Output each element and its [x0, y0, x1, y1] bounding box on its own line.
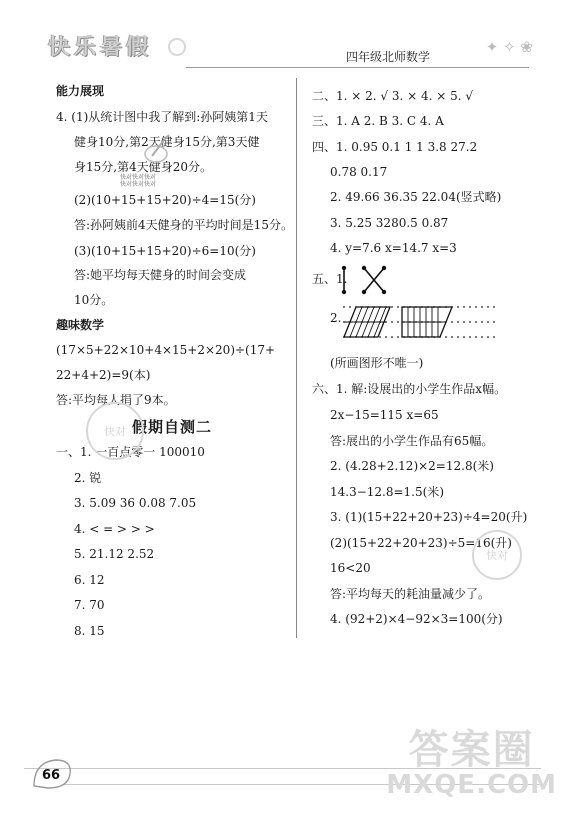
answer-line: 10分。 — [74, 293, 114, 307]
grid-dot — [493, 321, 495, 323]
answer-line: 7. 70 — [74, 598, 105, 612]
answer-line: 14.3−12.8=1.5(米) — [330, 485, 444, 499]
watermark-top-text: 答案圈 — [408, 727, 535, 773]
header-logo: 快乐暑假 — [48, 35, 153, 60]
sun-icon — [168, 38, 186, 56]
grid-dot — [487, 336, 489, 338]
answer-line: 2. — [330, 311, 342, 325]
answer-line: 4. (92+2)×4−92×3=100(分) — [330, 612, 503, 626]
grid-dot — [463, 336, 465, 338]
header-subject: 四年级北师数学 — [346, 50, 431, 64]
grid-dot — [457, 306, 459, 308]
answer-line: 3. (1)(15+22+20+23)÷4=20(升) — [330, 510, 528, 524]
grid-dot — [469, 321, 471, 323]
answer-line: 2x−15=115 x=65 — [330, 408, 439, 422]
answer-line: 3. 5.25 3280.5 0.87 — [330, 216, 449, 230]
answer-line: 三、1. A 2. B 3. C 4. A — [312, 114, 444, 128]
section-title: 假期自测二 — [132, 418, 213, 436]
dot-grid-figure — [342, 301, 502, 343]
watermark — [386, 727, 557, 800]
grid-dot — [487, 306, 489, 308]
column-divider — [296, 78, 297, 638]
answer-line: 一、1. 一百点零一 100010 — [56, 445, 205, 459]
grid-dot — [397, 306, 399, 308]
pen-sticker-icon — [136, 132, 176, 172]
grid-dot — [445, 336, 447, 338]
answer-line: 身15分,第4天健身20分。 — [74, 160, 212, 174]
grid-dot — [391, 336, 393, 338]
answer-line: 答:平均每天的耗油量减少了。 — [330, 587, 491, 601]
answer-line: 2. 49.66 36.35 22.04(竖式略) — [330, 190, 502, 204]
stamp-seal: 快对 — [472, 530, 522, 580]
grid-dot — [481, 306, 483, 308]
grid-dot — [469, 306, 471, 308]
answer-line: 2. (4.28+2.12)×2=12.8(米) — [330, 459, 494, 473]
grid-dot — [385, 336, 387, 338]
answer-line: 六、1. 解:设展出的小学生作品x幅。 — [312, 382, 507, 396]
grid-dot — [379, 336, 381, 338]
page-number: 66 — [41, 767, 61, 783]
grid-dot — [397, 336, 399, 338]
grid-dot — [463, 321, 465, 323]
grid-dot — [457, 321, 459, 323]
grid-dot — [463, 306, 465, 308]
answer-line: (2)(15+22+20+23)÷5=16(升) — [330, 536, 512, 550]
grid-dot — [475, 336, 477, 338]
grid-dot — [481, 321, 483, 323]
answer-line: 答:孙阿姨前4天健身的平均时间是15分。 — [74, 218, 293, 232]
answer-line: 6. 12 — [74, 573, 105, 587]
answer-line: 8. 15 — [74, 624, 105, 638]
grid-dot — [343, 306, 345, 308]
answer-line: (所画图形不唯一) — [330, 356, 424, 370]
grid-dot — [451, 336, 453, 338]
answer-line: 22+4+2)=9(本) — [56, 368, 151, 382]
answer-line: 答:展出的小学生作品有65幅。 — [330, 434, 494, 448]
sticker-text: 快对快对快对 快对快对快对 — [120, 174, 157, 188]
answer-line: 答:平均每人捐了9本。 — [56, 393, 176, 407]
grid-dot — [391, 306, 393, 308]
header-rule — [186, 67, 529, 68]
answer-line: (3)(10+15+15+20)÷6=10(分) — [74, 244, 256, 258]
grid-dot — [475, 321, 477, 323]
grid-dot — [397, 321, 399, 323]
heading-fun-math: 趣味数学 — [56, 318, 105, 332]
answer-line: 健身10分,第2天健身15分,第3天健 — [74, 135, 260, 149]
grid-dot — [469, 336, 471, 338]
grid-dot — [451, 321, 453, 323]
answer-line: 四、1. 0.95 0.1 1 1 3.8 27.2 — [312, 140, 478, 154]
answer-line: 4. (1)从统计图中我了解到:孙阿姨第1天 — [56, 110, 268, 124]
grid-dot — [457, 336, 459, 338]
grid-dot — [391, 321, 393, 323]
answer-line: 0.78 0.17 — [330, 165, 388, 179]
answer-line: 五、1. — [312, 272, 348, 286]
grid-dot — [493, 306, 495, 308]
grid-dot — [475, 306, 477, 308]
answer-line: 16<20 — [330, 561, 371, 575]
answer-line: 二、1. × 2. √ 3. × 4. × 5. √ — [312, 89, 474, 103]
watermark-domain-text: MXQE.COM — [386, 770, 557, 800]
answer-line: 2. 锐 — [74, 471, 102, 485]
grid-dot — [487, 321, 489, 323]
stamp-seal: 快对 — [86, 402, 144, 460]
answer-line: 3. 5.09 36 0.08 7.05 — [74, 496, 197, 510]
grid-dot — [493, 336, 495, 338]
heading-ability: 能力展现 — [56, 84, 105, 98]
grid-dot — [349, 306, 351, 308]
grid-dot — [481, 336, 483, 338]
answer-line: 5. 21.12 2.52 — [74, 547, 155, 561]
dot-connect-figure — [340, 264, 390, 296]
answer-line: 4. < = > > > — [74, 522, 155, 536]
answer-line: (17×5+22×10+4×15+2×20)÷(17+ — [56, 343, 276, 357]
answer-line: 4. y=7.6 x=14.7 x=3 — [330, 241, 457, 255]
sparkle-decoration-icon: ✦ ✧ ❀ — [485, 38, 533, 56]
answer-line: 答:她平均每天健身的时间会变成 — [74, 268, 247, 282]
answer-line: (2)(10+15+15+20)÷4=15(分) — [74, 193, 256, 207]
